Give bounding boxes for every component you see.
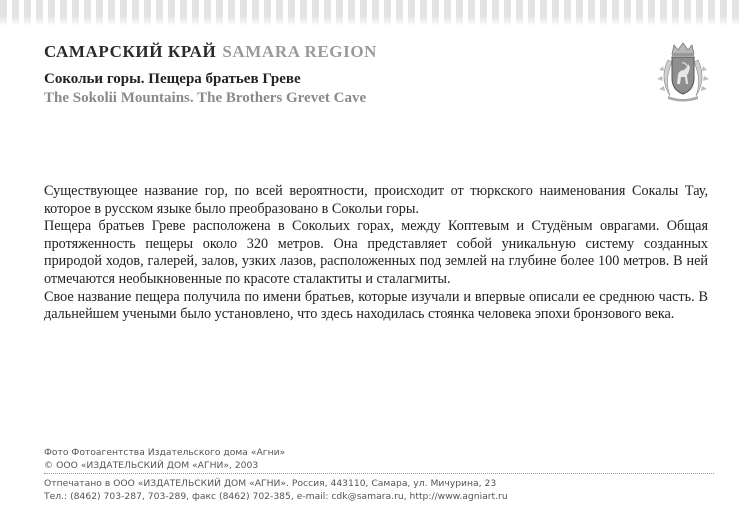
decorative-stripes-band [0,0,740,26]
photo-credit: Фото Фотоагентства Издательского дома «Агни» [44,447,286,458]
body-paragraph-3: Свое название пещера получила по имени братьев, которые изучали и впервые описали ее среднюю часть. В дальнейшем учеными было установлено, что здесь находилась стоянка человека эпохи бронзового века. [44,288,708,323]
copyright: © ООО «ИЗДАТЕЛЬСКИЙ ДОМ «АГНИ», 2003 [44,459,259,471]
page-title-ru: Сокольи горы. Пещера братьев Греве [44,71,301,87]
page-title-en: The Sokolii Mountains. The Brothers Grevet Cave [44,90,367,106]
body-paragraph-1: Существующее название гор, по всей вероятности, происходит от тюркского наименования Сокалы Тау, которое в русском языке было преобразовано в Сокольи горы. [44,183,708,217]
printed-by: Отпечатано в ООО «ИЗДАТЕЛЬСКИЙ ДОМ «АГНИ». Россия, 443110, Самара, ул. Мичурина, 23 [44,478,497,489]
region-name-en: SAMARA REGION [222,42,378,61]
contacts: Тел.: (8462) 703-287, 703-289, факс (8462) 702-385, e-mail: cdk@samara.ru, http://www.agniart.ru [44,490,508,502]
footer-credits [44,447,684,472]
samara-coat-of-arms-icon [654,40,712,104]
region-name-ru: САМАРСКИЙ КРАЙ [44,42,217,61]
body-paragraph-2: Пещера братьев Греве расположена в Сокольих горах, между Коптевым и Студёным оврагами. Общая протяженность пещеры около 320 метров. Она представляет собой уникальную систему созданных природой ходов, галерей, залов, узких лазов, расположенных под землей на глубине более 100 метров. В ней отмечаются необыкновенные по красоте сталактиты и сталагмиты. [44,218,708,287]
footer-printing-info [44,478,684,503]
footer-divider [44,473,714,474]
body-text [44,183,708,324]
region-heading [44,42,377,62]
